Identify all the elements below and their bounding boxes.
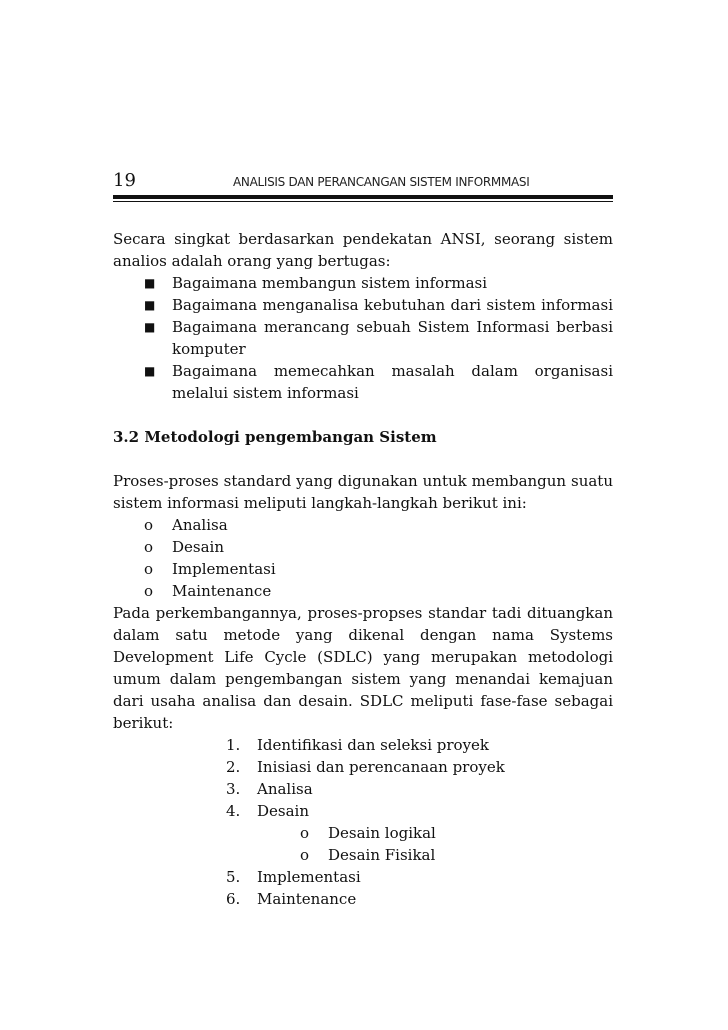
circle-bullet-icon: o bbox=[144, 538, 154, 556]
header-rule-thick bbox=[113, 195, 613, 199]
sdlc-phases-list-continued bbox=[113, 866, 613, 910]
running-title: ANALISIS DAN PERANCANGAN SISTEM INFORMMASI bbox=[233, 175, 530, 189]
list-item: ■ Bagaimana menganalisa kebutuhan dari sistem informasi bbox=[144, 296, 613, 314]
page-number: 19 bbox=[113, 170, 136, 191]
square-bullet-icon: ■ bbox=[144, 298, 156, 312]
sdlc-phases-list bbox=[113, 734, 613, 822]
list-number: 5. bbox=[226, 868, 241, 886]
list-item: 4. Desain bbox=[226, 802, 310, 820]
header-rule-thin bbox=[113, 201, 613, 202]
list-item: o Implementasi bbox=[144, 560, 276, 578]
list-item: 3. Analisa bbox=[226, 780, 313, 798]
list-item: 2. Inisiasi dan perencanaan proyek bbox=[226, 758, 505, 776]
list-item: o Analisa bbox=[144, 516, 228, 534]
list-item: 5. Implementasi bbox=[226, 868, 361, 886]
list-number: 4. bbox=[226, 802, 241, 820]
circle-bullet-icon: o bbox=[144, 516, 154, 534]
design-subphases-list bbox=[113, 822, 613, 866]
list-item: o Maintenance bbox=[144, 582, 272, 600]
sdlc-paragraph: Pada perkembangannya, proses-propses standar tadi dituangkan dalam satu metode yang dikenal dengan nama Systems Development Life Cycle (SDLC) yang merupakan metodologi umum dalam pengembangan sistem yang menandai kemajuan dari usaha analisa dan desain. SDLC meliputi fase-fase sebagai berikut: bbox=[113, 604, 613, 732]
list-item: ■ Bagaimana membangun sistem informasi bbox=[144, 274, 488, 292]
square-bullet-icon: ■ bbox=[144, 276, 156, 290]
circle-bullet-icon: o bbox=[300, 846, 310, 864]
list-number: 3. bbox=[226, 780, 241, 798]
list-item: o Desain logikal bbox=[300, 824, 436, 842]
intro-paragraph: Secara singkat berdasarkan pendekatan ANSI, seorang sistem analios adalah orang yang bertugas: bbox=[113, 230, 613, 270]
page-header bbox=[113, 170, 613, 192]
square-bullet-icon: ■ bbox=[144, 320, 156, 334]
circle-bullet-icon: o bbox=[300, 824, 310, 842]
list-item: o Desain Fisikal bbox=[300, 846, 436, 864]
circle-bullet-icon: o bbox=[144, 582, 154, 600]
processes-intro: Proses-proses standard yang digunakan untuk membangun suatu sistem informasi meliputi langkah-langkah berikut ini: bbox=[113, 472, 613, 512]
processes-list bbox=[113, 514, 613, 602]
list-number: 6. bbox=[226, 890, 241, 908]
list-item: ■ Bagaimana merancang sebuah Sistem Informasi berbasi komputer bbox=[144, 318, 613, 358]
section-heading: 3.2 Metodologi pengembangan Sistem bbox=[113, 428, 437, 446]
list-item: o Desain bbox=[144, 538, 225, 556]
duties-list bbox=[113, 272, 613, 404]
circle-bullet-icon: o bbox=[144, 560, 154, 578]
list-item: 1. Identifikasi dan seleksi proyek bbox=[226, 736, 490, 754]
list-number: 2. bbox=[226, 758, 241, 776]
list-number: 1. bbox=[226, 736, 241, 754]
list-item: ■ Bagaimana memecahkan masalah dalam organisasi melalui sistem informasi bbox=[144, 362, 613, 402]
page-body bbox=[113, 228, 613, 910]
list-item: 6. Maintenance bbox=[226, 890, 357, 908]
square-bullet-icon: ■ bbox=[144, 364, 156, 378]
